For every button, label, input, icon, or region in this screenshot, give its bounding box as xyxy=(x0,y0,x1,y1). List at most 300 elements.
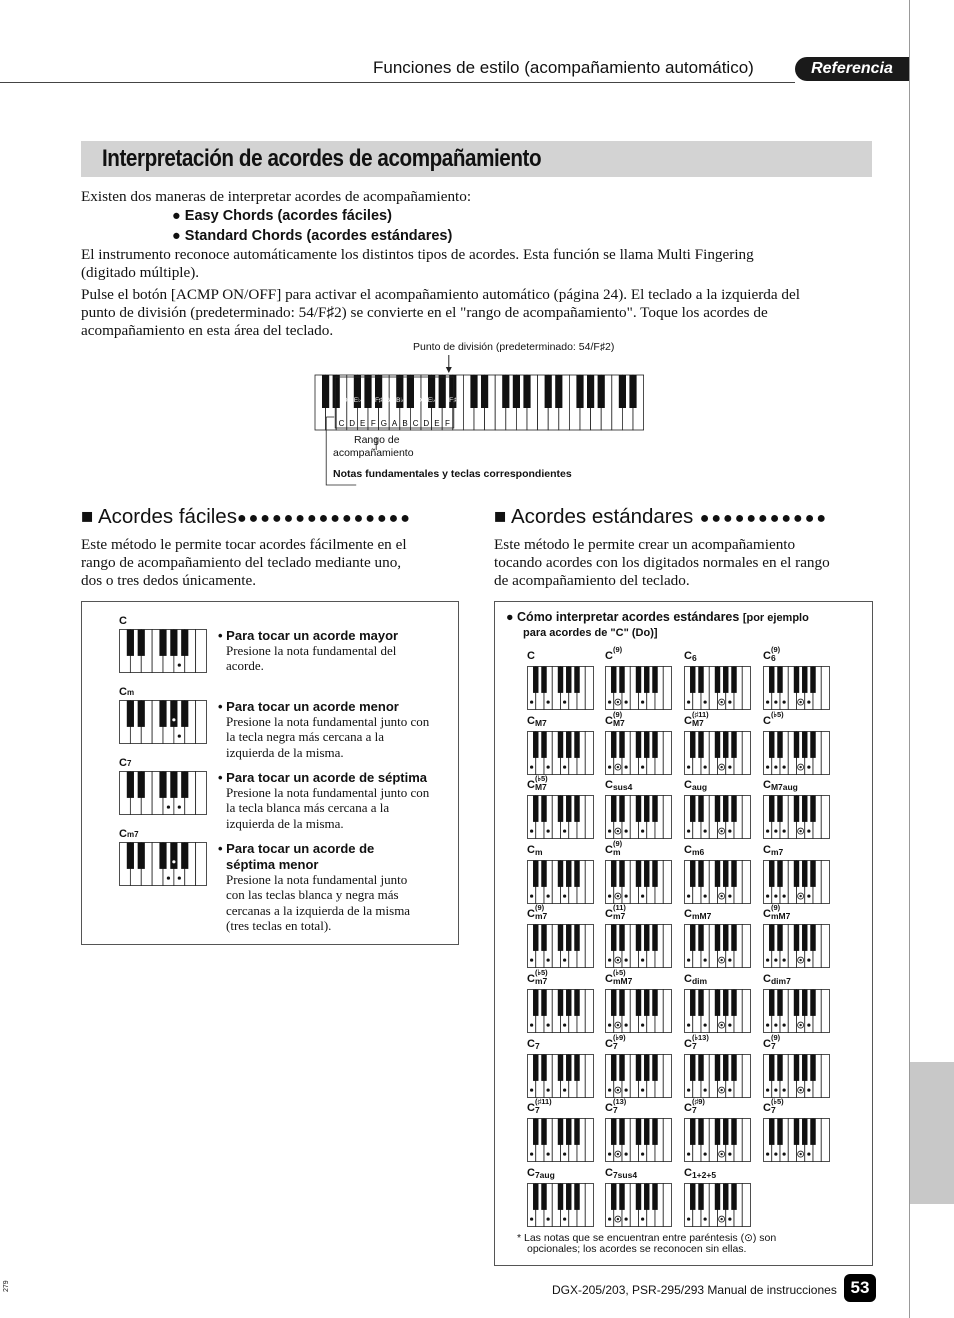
note-dot xyxy=(563,894,566,897)
white-key xyxy=(742,1119,750,1162)
chord-root: C xyxy=(605,714,613,727)
black-key xyxy=(723,1054,728,1080)
optional-note-dot xyxy=(617,1218,619,1220)
standard-box-title-line-2: para acordes de "C" (Do)] xyxy=(523,627,658,639)
black-key xyxy=(566,796,571,822)
chord-tension: (9) xyxy=(770,645,781,654)
white-key xyxy=(585,731,593,774)
chord-tension: (13) xyxy=(612,1097,627,1107)
note-dot xyxy=(728,1217,731,1220)
chord-suffix: M7 xyxy=(534,717,547,728)
note-dot xyxy=(728,765,731,768)
black-note-label: E♭ xyxy=(353,397,362,404)
standard-box-title: ● Cómo interpretar acordes estándares [por ejemplo xyxy=(506,610,809,624)
standard-chord-name xyxy=(763,1098,784,1114)
note-dot xyxy=(783,1023,786,1026)
note-dot xyxy=(547,894,550,897)
chord-modifiers xyxy=(613,904,626,920)
range-label-line-2: acompañamiento xyxy=(333,447,414,459)
chord-modifiers xyxy=(535,969,548,985)
black-key xyxy=(619,860,624,886)
white-key xyxy=(585,860,593,903)
roots-label: Notas fundamentales y teclas correspondientes xyxy=(333,468,572,480)
black-key xyxy=(533,860,538,886)
black-key xyxy=(769,860,774,886)
black-key xyxy=(533,1119,538,1145)
chord-keyboard-diagram xyxy=(605,1054,672,1098)
standard-chord-name xyxy=(605,1034,626,1050)
black-note-label: G♯ xyxy=(385,397,394,404)
chord-root: C xyxy=(527,1037,535,1050)
black-key xyxy=(541,796,546,822)
note-dot xyxy=(608,959,611,962)
chord-modifiers xyxy=(692,1034,709,1050)
black-key xyxy=(541,667,546,693)
easy-chord-instruction-line: cercanas a la izquierda de la misma xyxy=(226,902,411,918)
black-key xyxy=(802,860,807,886)
black-key xyxy=(769,796,774,822)
chord-keyboard-diagram xyxy=(527,1118,594,1162)
black-key xyxy=(731,860,736,886)
chord-modifiers xyxy=(535,711,547,727)
chord-suffix: dim xyxy=(691,976,708,986)
black-key xyxy=(181,701,188,727)
chord-keyboard-diagram xyxy=(605,1183,672,1227)
black-key xyxy=(690,990,695,1016)
black-key xyxy=(619,731,624,757)
black-key xyxy=(541,1119,546,1145)
chord-root: C xyxy=(684,843,692,856)
black-note-label: F♯ xyxy=(374,397,383,404)
standard-chord-name xyxy=(763,1034,780,1050)
easy-chord-name xyxy=(119,828,139,840)
white-key xyxy=(742,860,750,903)
black-key xyxy=(690,1054,695,1080)
black-key xyxy=(777,860,782,886)
black-key xyxy=(723,925,728,951)
black-key xyxy=(513,375,520,408)
chord-keyboard-diagram xyxy=(605,731,672,775)
white-key xyxy=(742,990,750,1033)
optional-note-dot xyxy=(617,959,619,961)
black-key xyxy=(652,1119,657,1145)
chord-keyboard-diagram xyxy=(684,989,751,1033)
note-dot xyxy=(563,700,566,703)
note-dot xyxy=(530,894,533,897)
dot-leader: ●●●●●●●●●●●●●●● xyxy=(236,510,412,527)
note-dot xyxy=(608,700,611,703)
chord-modifiers xyxy=(771,711,784,727)
easy-chord-instruction-line: Presione la nota fundamental junto con xyxy=(226,785,430,800)
black-key xyxy=(170,701,177,727)
note-dot xyxy=(728,700,731,703)
chord-suffix: m7 xyxy=(770,846,784,857)
black-key xyxy=(652,796,657,822)
note-dot xyxy=(807,959,810,962)
range-label-line-1: Rango de xyxy=(354,434,400,446)
intro-paragraph-2-line-2: (digitado múltiple). xyxy=(81,264,200,281)
note-dot xyxy=(807,1088,810,1091)
black-key xyxy=(698,667,703,693)
white-key xyxy=(821,1119,829,1162)
chord-tension: (♭5) xyxy=(534,968,548,977)
footnote-line-2: opcionales; los acordes se reconocen sin ellas. xyxy=(527,1243,747,1255)
chord-suffix: aug xyxy=(691,782,708,793)
note-dot xyxy=(608,1153,611,1156)
footnote-line-1-end: ) son xyxy=(752,1232,777,1244)
black-key xyxy=(636,990,641,1016)
chord-tension: (♭5) xyxy=(534,774,548,784)
black-key xyxy=(138,772,145,798)
black-key xyxy=(159,772,166,798)
black-key xyxy=(598,375,605,408)
black-key xyxy=(181,843,188,869)
chord-modifiers xyxy=(692,646,697,662)
black-key xyxy=(574,667,579,693)
chord-modifiers xyxy=(535,1163,555,1179)
chord-suffix: 7 xyxy=(126,759,132,768)
chord-suffix: m7 xyxy=(612,911,626,922)
black-key xyxy=(715,925,720,951)
chord-root: C xyxy=(684,973,692,985)
easy-chord-instruction-line: Presione la nota fundamental junto con xyxy=(226,714,430,729)
white-key xyxy=(585,925,593,968)
black-key xyxy=(652,990,657,1016)
note-dot xyxy=(783,830,786,833)
chord-keyboard-diagram xyxy=(605,666,672,710)
chord-modifiers xyxy=(535,1098,552,1114)
chord-tension: (♭5) xyxy=(612,968,626,977)
chord-root: C xyxy=(763,908,771,921)
note-dot xyxy=(766,1088,769,1091)
white-key xyxy=(196,630,207,673)
white-key xyxy=(821,990,829,1033)
chord-root: C xyxy=(684,908,692,921)
standard-chord-name xyxy=(605,775,632,791)
split-arrow-head xyxy=(446,367,452,373)
black-key xyxy=(731,925,736,951)
black-key xyxy=(769,667,774,693)
chord-tension: (9) xyxy=(534,903,545,913)
note-dot xyxy=(167,876,170,879)
chord-suffix: 7 xyxy=(612,1105,618,1116)
chord-suffix: m xyxy=(612,846,621,857)
black-key xyxy=(777,990,782,1016)
chord-root: C xyxy=(119,686,127,698)
black-key xyxy=(810,990,815,1016)
black-key xyxy=(636,1054,641,1080)
optional-note-dot xyxy=(617,895,619,897)
chord-suffix: dim7 xyxy=(770,976,791,986)
chord-root: C xyxy=(684,714,692,727)
note-dot xyxy=(766,1153,769,1156)
chord-keyboard-diagram xyxy=(684,731,751,775)
standard-box-title-text: Cómo interpretar acordes estándares xyxy=(517,610,740,624)
black-key xyxy=(777,925,782,951)
chord-tension: (11) xyxy=(612,903,626,913)
note-dot xyxy=(608,1088,611,1091)
chord-root: C xyxy=(119,757,127,769)
chord-root: C xyxy=(763,973,771,985)
black-key xyxy=(644,1054,649,1080)
note-dot xyxy=(530,1217,533,1220)
white-key xyxy=(585,796,593,839)
black-key xyxy=(644,1119,649,1145)
black-key xyxy=(541,1054,546,1080)
black-key xyxy=(723,990,728,1016)
standard-chord-name xyxy=(527,775,548,791)
standard-footnote xyxy=(517,1233,776,1255)
black-key xyxy=(619,1183,624,1209)
optional-note-icon: ⊙ xyxy=(744,1232,753,1244)
chord-tension: (♭5) xyxy=(770,1097,784,1107)
chord-suffix: 7 xyxy=(534,1040,540,1051)
black-key xyxy=(794,925,799,951)
note-dot xyxy=(766,700,769,703)
note-dot xyxy=(783,1153,786,1156)
note-dot xyxy=(704,959,707,962)
white-note-label: A xyxy=(391,419,398,428)
chord-tension: (♯9) xyxy=(691,1097,705,1107)
easy-chord-name xyxy=(119,615,127,627)
easy-chord-instruction-line: con las teclas blanca y negra más xyxy=(226,887,399,903)
black-key xyxy=(481,375,488,408)
standard-chord-name xyxy=(684,775,707,791)
black-key xyxy=(698,731,703,757)
side-thumb-tab xyxy=(910,1062,954,1204)
white-key xyxy=(742,1183,750,1226)
easy-chords-heading xyxy=(81,505,412,529)
black-key xyxy=(566,1119,571,1145)
square-bullet-icon: ■ xyxy=(81,505,98,528)
optional-note-dot xyxy=(720,701,722,703)
white-key xyxy=(196,701,207,744)
black-key xyxy=(810,925,815,951)
chord-root: C xyxy=(684,1037,692,1050)
optional-note-dot xyxy=(799,1024,801,1026)
standard-chord-name xyxy=(684,711,709,727)
white-key xyxy=(663,1183,671,1226)
chord-root: C xyxy=(527,1102,535,1115)
black-key xyxy=(611,990,616,1016)
easy-desc-line-2: rango de acompañamiento del teclado mediante uno, xyxy=(81,554,402,571)
white-key xyxy=(585,1119,593,1162)
standard-chord-name xyxy=(684,1034,709,1050)
note-dot xyxy=(563,1023,566,1026)
black-key xyxy=(541,1183,546,1209)
black-key xyxy=(698,925,703,951)
black-key xyxy=(698,1183,703,1209)
chord-root: C xyxy=(527,779,535,792)
note-dot xyxy=(783,1088,786,1091)
note-dot xyxy=(530,830,533,833)
black-key xyxy=(636,796,641,822)
standard-chord-name xyxy=(684,904,711,920)
black-key xyxy=(644,1183,649,1209)
chord-modifiers xyxy=(535,775,548,791)
chord-suffix: 7 xyxy=(534,1105,540,1116)
chord-keyboard-diagram xyxy=(684,1183,751,1227)
black-key xyxy=(652,1054,657,1080)
note-dot xyxy=(641,894,644,897)
black-key xyxy=(533,990,538,1016)
chord-modifiers xyxy=(771,1098,784,1114)
black-key xyxy=(731,796,736,822)
black-key xyxy=(181,772,188,798)
black-key xyxy=(541,860,546,886)
chord-keyboard-diagram xyxy=(527,1054,594,1098)
note-dot xyxy=(563,830,566,833)
chord-keyboard-diagram xyxy=(527,1183,594,1227)
chord-modifiers xyxy=(771,1034,780,1050)
note-dot xyxy=(774,765,777,768)
standard-chord-name xyxy=(684,840,704,856)
black-key xyxy=(555,375,562,408)
chord-keyboard-diagram xyxy=(763,860,830,904)
black-key xyxy=(574,1054,579,1080)
note-dot xyxy=(783,959,786,962)
note-dot xyxy=(728,894,731,897)
standard-chord-name xyxy=(527,646,537,662)
black-key xyxy=(619,990,624,1016)
chord-suffix: m xyxy=(126,688,135,697)
black-key xyxy=(802,1119,807,1145)
black-key xyxy=(127,843,134,869)
black-key xyxy=(636,1119,641,1145)
standard-desc-line-1: Este método le permite crear un acompañamiento xyxy=(494,536,796,553)
chord-root: C xyxy=(527,714,535,727)
note-dot xyxy=(178,805,181,808)
side-code: 279 xyxy=(3,1280,10,1292)
note-dot xyxy=(687,1217,690,1220)
chord-modifiers xyxy=(613,646,622,662)
section-title: Interpretación de acordes de acompañamiento xyxy=(102,145,542,172)
black-key xyxy=(802,731,807,757)
note-dot xyxy=(625,1088,628,1091)
chord-modifiers xyxy=(535,840,543,856)
note-dot xyxy=(641,700,644,703)
chord-tension: (9) xyxy=(770,903,781,913)
black-key xyxy=(558,990,563,1016)
black-key xyxy=(810,1119,815,1145)
header-title: Funciones de estilo (acompañamiento automático) xyxy=(373,58,754,77)
chord-modifiers xyxy=(535,1034,540,1050)
chord-root: C xyxy=(684,779,692,792)
standard-chord-name xyxy=(605,1163,637,1179)
black-key xyxy=(541,925,546,951)
chord-keyboard-diagram xyxy=(605,1118,672,1162)
reference-tab-label: Referencia xyxy=(811,60,893,77)
black-key xyxy=(644,796,649,822)
black-key xyxy=(769,1119,774,1145)
black-note-label: D♭ xyxy=(417,397,425,404)
chord-modifiers xyxy=(692,969,707,985)
easy-chord-instruction-line: la tecla negra más cercana a la xyxy=(226,729,385,745)
black-key xyxy=(690,925,695,951)
note-dot xyxy=(625,700,628,703)
black-key xyxy=(715,731,720,757)
black-key xyxy=(731,1119,736,1145)
black-key xyxy=(566,731,571,757)
easy-chord-name xyxy=(119,757,131,769)
black-key xyxy=(715,1054,720,1080)
black-key xyxy=(644,667,649,693)
note-dot xyxy=(704,1023,707,1026)
black-key xyxy=(533,925,538,951)
optional-note-dot xyxy=(720,1218,722,1220)
chord-modifiers xyxy=(692,1098,705,1114)
note-dot xyxy=(625,765,628,768)
note-dot xyxy=(807,830,810,833)
black-key xyxy=(611,667,616,693)
black-key xyxy=(715,990,720,1016)
note-dot xyxy=(547,1153,550,1156)
black-key xyxy=(652,925,657,951)
black-key xyxy=(794,731,799,757)
black-key xyxy=(794,1119,799,1145)
chord-keyboard-diagram xyxy=(684,860,751,904)
black-note-label: B♭ xyxy=(396,397,404,404)
note-dot xyxy=(687,894,690,897)
black-key xyxy=(611,1183,616,1209)
note-dot xyxy=(547,765,550,768)
chord-root: C xyxy=(119,615,127,627)
optional-note-dot xyxy=(720,830,722,832)
black-key xyxy=(439,375,446,408)
black-key xyxy=(715,860,720,886)
black-key xyxy=(574,1183,579,1209)
black-key xyxy=(127,772,134,798)
bullet-easy-chords: ● Easy Chords (acordes fáciles) xyxy=(172,208,392,224)
chord-keyboard-diagram xyxy=(527,989,594,1033)
note-dot xyxy=(608,765,611,768)
chord-modifiers xyxy=(613,969,632,985)
footer-manual-title: DGX-205/203, PSR-295/293 Manual de instrucciones xyxy=(552,1283,837,1297)
black-key xyxy=(558,1183,563,1209)
optional-note-dot xyxy=(799,765,801,767)
easy-chord-instruction-line: acorde. xyxy=(226,658,264,674)
black-key xyxy=(715,1119,720,1145)
black-key xyxy=(690,667,695,693)
white-note-label: D xyxy=(423,419,430,428)
black-key xyxy=(619,1119,624,1145)
chord-keyboard-diagram xyxy=(119,771,207,815)
black-key xyxy=(690,731,695,757)
note-dot xyxy=(641,765,644,768)
standard-chord-name xyxy=(527,711,547,727)
white-note-label: D xyxy=(349,419,355,428)
black-key xyxy=(802,796,807,822)
white-key xyxy=(585,1054,593,1097)
note-dot xyxy=(625,894,628,897)
easy-chord-instruction-line: la tecla blanca más cercana a la xyxy=(226,800,390,816)
optional-note-dot xyxy=(617,1153,619,1155)
chord-keyboard-diagram xyxy=(684,666,751,710)
easy-chord-name xyxy=(119,686,134,698)
black-key xyxy=(723,860,728,886)
chord-root: C xyxy=(684,650,692,662)
black-key xyxy=(769,1054,774,1080)
chord-modifiers xyxy=(771,775,798,791)
note-dot xyxy=(547,959,550,962)
bullet-standard-chords: ● Standard Chords (acordes estándares) xyxy=(172,228,453,244)
black-key xyxy=(619,667,624,693)
easy-chord-instruction-line: izquierda de la misma. xyxy=(226,815,344,831)
optional-note-dot xyxy=(799,959,801,961)
black-key xyxy=(777,731,782,757)
standard-chord-name xyxy=(605,840,622,856)
white-key xyxy=(821,731,829,774)
